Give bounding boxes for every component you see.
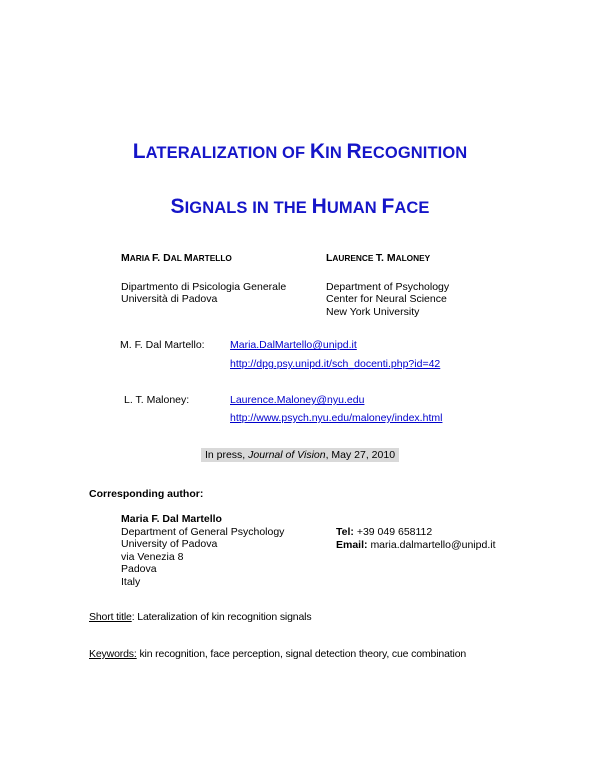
address-line: University of Padova xyxy=(121,538,218,551)
affiliation-line: Università di Padova xyxy=(121,293,218,306)
title-line-1 xyxy=(0,140,600,163)
title-cap: L xyxy=(132,140,146,163)
press-highlight: In press, Journal of Vision, May 27, 2010 xyxy=(201,448,399,462)
title-cap: R xyxy=(346,140,362,163)
contact-email-link-2[interactable]: Laurence.Maloney@nyu.edu xyxy=(230,394,365,406)
title-smallcaps: IGNALS IN THE xyxy=(184,199,312,217)
address-line: Department of General Psychology xyxy=(121,526,285,538)
title-cap: K xyxy=(309,140,326,163)
email-value: maria.dalmartello@unipd.it xyxy=(370,539,496,551)
affiliation-line: Department of Psychology xyxy=(326,281,450,293)
title-cap: H xyxy=(311,195,327,218)
title-smallcaps: ACE xyxy=(394,199,430,217)
title-smallcaps: ATERALIZATION OF xyxy=(145,144,310,162)
author-affiliation-2 xyxy=(326,281,449,318)
keywords-value: kin recognition, face perception, signal detection theory, cue combination xyxy=(136,648,467,660)
short-title-label: Short title xyxy=(89,611,132,623)
contact-label-1: M. F. Dal Martello: xyxy=(120,339,205,351)
author-name-1: MARIA F. DAL MARTELLO xyxy=(121,252,232,264)
title-smallcaps: UMAN xyxy=(326,199,382,217)
press-line xyxy=(0,449,600,461)
title-smallcaps: IN xyxy=(325,144,347,162)
title-line-2 xyxy=(0,195,600,218)
address-line: Italy xyxy=(121,575,141,588)
tel-line xyxy=(336,526,432,538)
email-label: Email: xyxy=(336,539,368,551)
title-cap: F xyxy=(381,195,395,218)
corresponding-address xyxy=(121,526,284,588)
journal-name: Journal of Vision xyxy=(248,449,326,461)
keywords-line xyxy=(89,648,466,660)
contact-url-link-2[interactable]: http://www.psych.nyu.edu/maloney/index.html xyxy=(230,412,443,424)
short-title-line xyxy=(89,611,311,623)
author-name-2: LAURENCE T. MALONEY xyxy=(326,252,431,264)
contact-url-link-1[interactable]: http://dpg.psy.unipd.it/sch_docenti.php?id=42 xyxy=(230,358,441,370)
tel-value: +39 049 658112 xyxy=(356,526,433,538)
address-line: Padova xyxy=(121,563,157,576)
email-line xyxy=(336,539,495,551)
address-line: via Venezia 8 xyxy=(121,550,184,563)
affiliation-line: New York University xyxy=(326,305,420,318)
title-cap: S xyxy=(170,195,185,218)
contact-label-2: L. T. Maloney: xyxy=(124,394,190,406)
affiliation-line: Center for Neural Science xyxy=(326,293,447,306)
corresponding-name: Maria F. Dal Martello xyxy=(121,513,222,525)
corresponding-heading: Corresponding author: xyxy=(89,488,204,500)
title-smallcaps: ECOGNITION xyxy=(361,144,468,162)
contact-email-link-1[interactable]: Maria.DalMartello@unipd.it xyxy=(230,339,357,351)
author-affiliation-1 xyxy=(121,281,286,306)
tel-label: Tel: xyxy=(336,526,354,538)
short-title-value: : Lateralization of kin recognition signals xyxy=(131,611,312,623)
keywords-label: Keywords: xyxy=(89,648,137,660)
affiliation-line: Dipartmento di Psicologia Generale xyxy=(121,281,287,293)
